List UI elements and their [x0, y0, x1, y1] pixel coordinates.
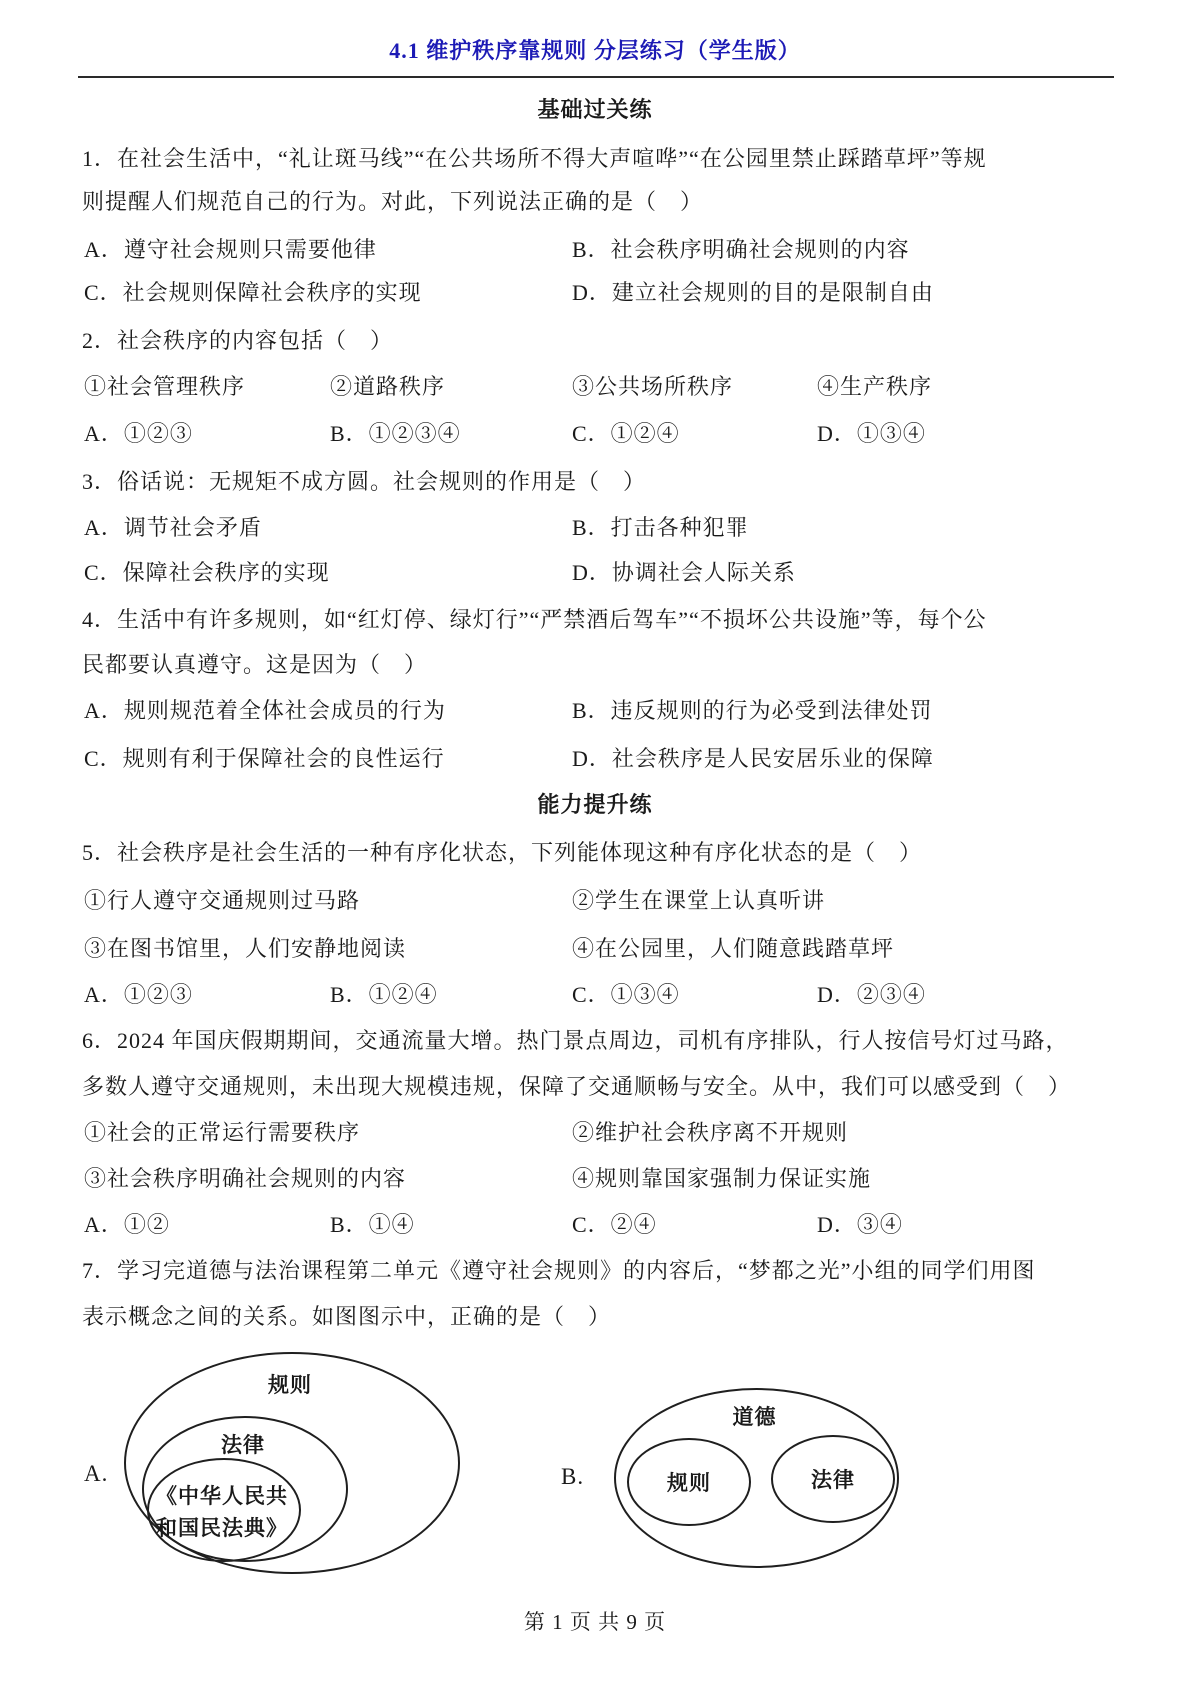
diagram-b-left-label: 规则: [667, 1471, 711, 1495]
diagram-b-right-label: 法律: [811, 1468, 855, 1492]
q6-option-d: D．③④: [817, 1212, 903, 1237]
diagram-b-outer-label: 道德: [732, 1405, 777, 1429]
q3-option-b: B．打击各种犯罪: [572, 515, 749, 540]
q5-item-1: ①行人遵守交通规则过马路: [84, 888, 361, 913]
q5-items-34: [82, 927, 1120, 971]
q1-option-b: B．社会秩序明确社会规则的内容: [572, 237, 910, 262]
section-basic-header: 基础过关练: [537, 97, 653, 122]
q7-diagram-a-letter: A.: [84, 1461, 109, 1486]
q6-line1: 6．2024 年国庆假期期间，交通流量大增。热门景点周边，司机有序排队，行人按信号灯过马路，: [82, 1028, 1069, 1053]
q2-option-d: D．①③④: [817, 421, 926, 446]
q2-item-2: ②道路秩序: [330, 374, 446, 399]
q4-option-c: C．规则有利于保障社会的良性运行: [84, 746, 445, 771]
q1-option-a: A．遵守社会规则只需要他律: [84, 237, 377, 262]
q4-option-a: A．规则规范着全体社会成员的行为: [84, 698, 446, 723]
q6-item-1: ①社会的正常运行需要秩序: [84, 1120, 361, 1145]
q5-items-12: [82, 879, 1120, 923]
q5-option-b: B．①②④: [330, 982, 438, 1007]
q2-item-3: ③公共场所秩序: [572, 374, 734, 399]
q2-answers: [82, 412, 1120, 456]
q2-item-1: ①社会管理秩序: [84, 374, 246, 399]
q1-option-d: D．建立社会规则的目的是限制自由: [572, 280, 934, 305]
q6-answers: [82, 1203, 1120, 1247]
diagram-a-inner-label-line2: 和国民法典》: [156, 1516, 288, 1540]
diagram-a-middle-label: 法律: [221, 1433, 265, 1457]
q5-stem: 5．社会秩序是社会生活的一种有序化状态，下列能体现这种有序化状态的是（ ）: [82, 840, 923, 865]
q3-options-ab: [82, 506, 1120, 550]
q2-option-a: A．①②③: [84, 421, 193, 446]
q6-item-4: ④规则靠国家强制力保证实施: [572, 1166, 872, 1191]
q3-options-cd: [82, 551, 1120, 595]
page-title: 4.1 维护秩序靠规则 分层练习（学生版）: [389, 38, 801, 63]
q6-option-c: C．②④: [572, 1212, 657, 1237]
q5-option-c: C．①③④: [572, 982, 680, 1007]
q5-option-a: A．①②③: [84, 982, 193, 1007]
q4-options-ab: [82, 689, 1120, 733]
q5-item-4: ④在公园里，人们随意践踏草坪: [572, 936, 895, 961]
q4-options-cd: [82, 737, 1120, 781]
q5-option-d: D．②③④: [817, 982, 926, 1007]
q6-item-3: ③社会秩序明确社会规则的内容: [84, 1166, 407, 1191]
q4-option-b: B．违反规则的行为必受到法律处罚: [572, 698, 933, 723]
q6-option-a: A．①②: [84, 1212, 170, 1237]
q5-answers: [82, 973, 1120, 1017]
q1-line1: 1．在社会生活中，“礼让斑马线”“在公共场所不得大声喧哗”“在公园里禁止踩踏草坪”等规: [82, 146, 987, 171]
diagram-b-left-circle: [627, 1438, 751, 1526]
q2-item-4: ④生产秩序: [817, 374, 933, 399]
q6-option-b: B．①④: [330, 1212, 415, 1237]
q1-option-c: C．社会规则保障社会秩序的实现: [84, 280, 422, 305]
q6-item-2: ②维护社会秩序离不开规则: [572, 1120, 849, 1145]
q6-items-12: [82, 1111, 1120, 1155]
q7-diagram-b-letter: B.: [561, 1464, 585, 1489]
section-advanced-header: 能力提升练: [537, 792, 653, 817]
q3-stem: 3．俗话说：无规矩不成方圆。社会规则的作用是（ ）: [82, 469, 647, 494]
diagram-a-inner-label-line1: 《中华人民共: [156, 1484, 288, 1508]
q7-line1: 7．学习完道德与法治课程第二单元《遵守社会规则》的内容后，“梦都之光”小组的同学们用图: [82, 1258, 1036, 1283]
q5-item-2: ②学生在课堂上认真听讲: [572, 888, 826, 913]
q6-items-34: [82, 1157, 1120, 1201]
q3-option-c: C．保障社会秩序的实现: [84, 560, 330, 585]
q1-options-ab: [82, 228, 1120, 272]
q5-item-3: ③在图书馆里，人们安静地阅读: [84, 936, 407, 961]
q6-line2: 多数人遵守交通规则，未出现大规模违规，保障了交通顺畅与安全。从中，我们可以感受到（ ）: [82, 1074, 1072, 1099]
q2-option-c: C．①②④: [572, 421, 680, 446]
q2-stem: 2．社会秩序的内容包括（ ）: [82, 328, 394, 353]
q1-options-cd: [82, 271, 1120, 315]
q3-option-d: D．协调社会人际关系: [572, 560, 796, 585]
q2-option-b: B．①②③④: [330, 421, 461, 446]
q1-line2: 则提醒人们规范自己的行为。对此，下列说法正确的是（ ）: [82, 189, 704, 214]
q3-option-a: A．调节社会矛盾: [84, 515, 262, 540]
page-number-footer: 第 1 页 共 9 页: [523, 1610, 667, 1634]
diagram-b-right-circle: [771, 1435, 895, 1523]
q4-line1: 4．生活中有许多规则，如“红灯停、绿灯行”“严禁酒后驾车”“不损坏公共设施”等，每个公: [82, 607, 987, 632]
q4-line2: 民都要认真遵守。这是因为（ ）: [82, 652, 428, 677]
q7-line2: 表示概念之间的关系。如图图示中，正确的是（ ）: [82, 1304, 612, 1329]
q2-items: [82, 365, 1120, 409]
q4-option-d: D．社会秩序是人民安居乐业的保障: [572, 746, 934, 771]
diagram-a-outer-label: 规则: [268, 1373, 312, 1397]
header-divider: [78, 76, 1114, 78]
